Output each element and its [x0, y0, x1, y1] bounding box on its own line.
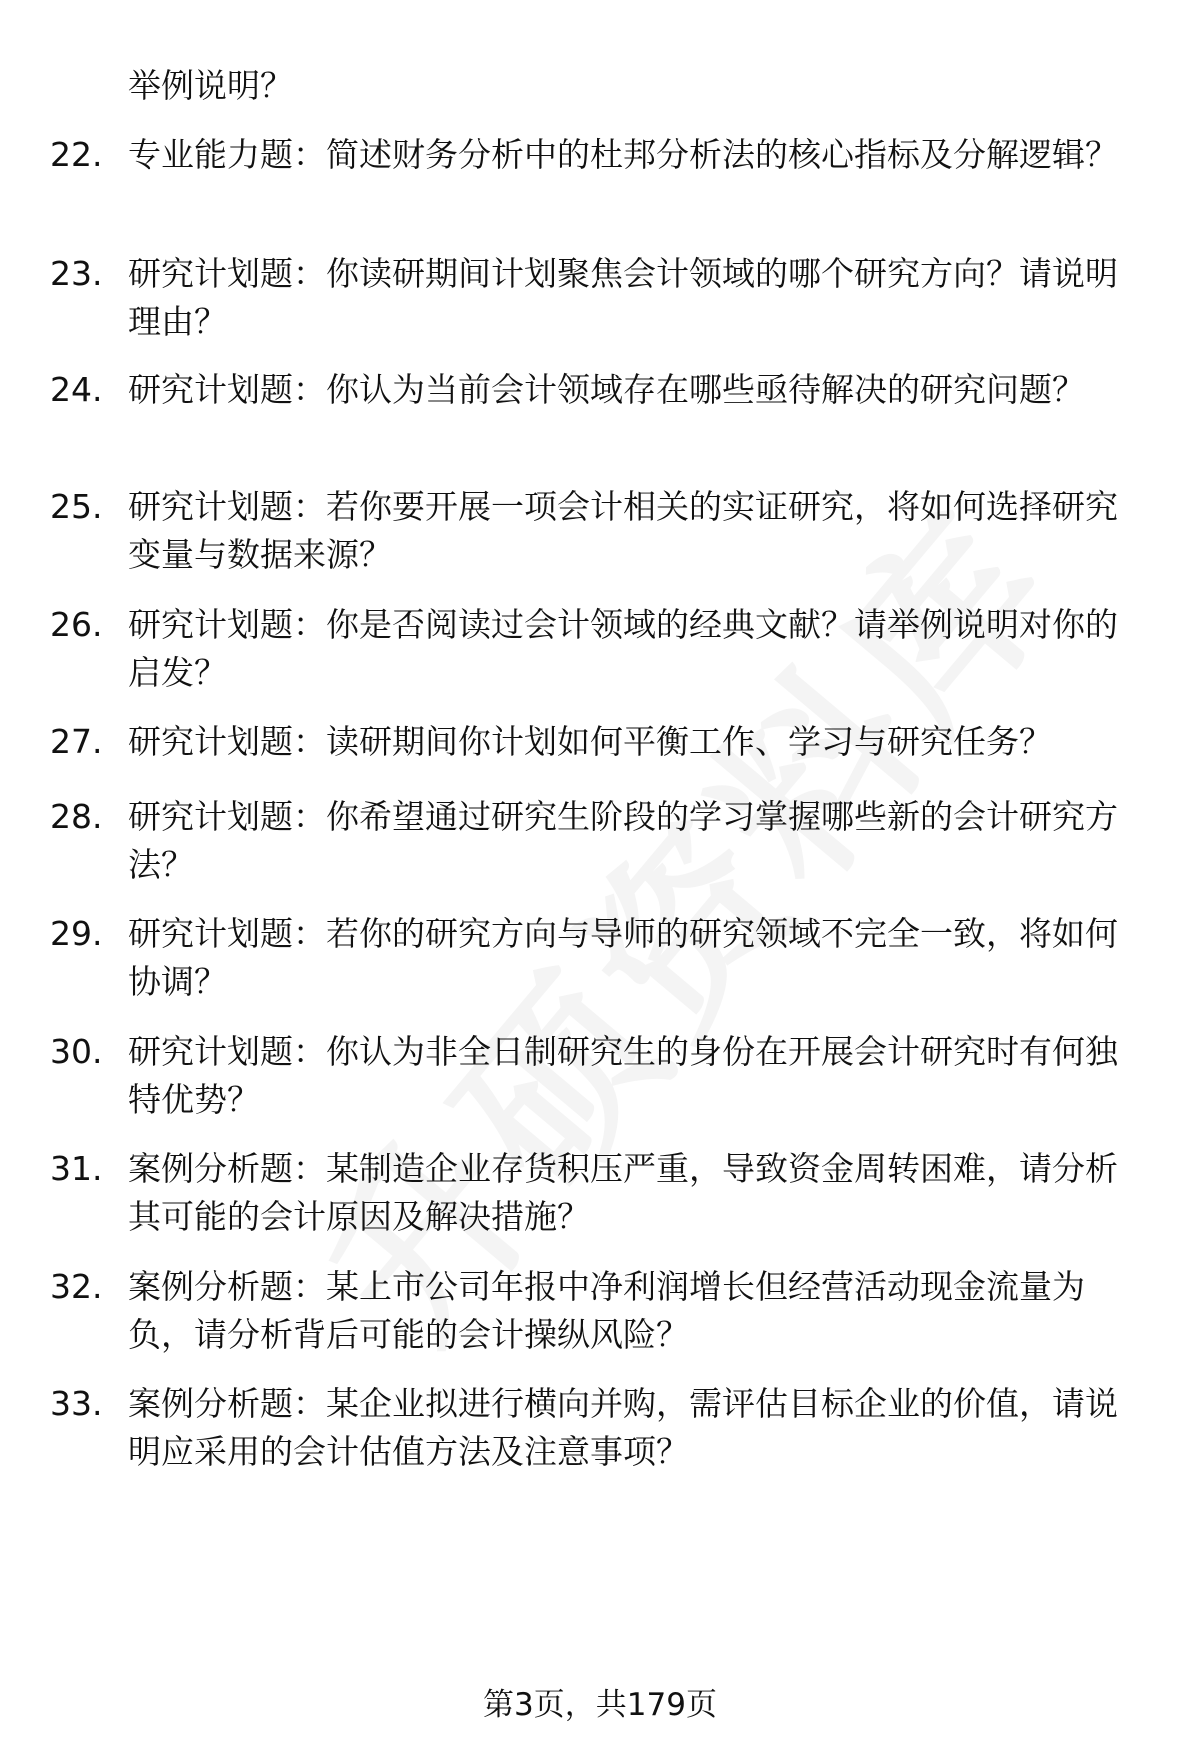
question-number: 22. [50, 135, 103, 174]
question-item [50, 1380, 1160, 1476]
question-text: 案例分析题：某上市公司年报中净利润增长但经营活动现金流量为负，请分析背后可能的会计操纵风险？ [128, 1267, 1085, 1354]
question-item [50, 718, 1160, 766]
question-number: 33. [50, 1384, 103, 1423]
question-text: 研究计划题：你认为非全日制研究生的身份在开展会计研究时有何独特优势？ [128, 1032, 1118, 1119]
question-text: 研究计划题：读研期间你计划如何平衡工作、学习与研究任务？ [128, 722, 1052, 761]
question-item [50, 1145, 1160, 1241]
page-footer: 第3页，共179页 [483, 1687, 717, 1723]
question-text: 研究计划题：若你要开展一项会计相关的实证研究，将如何选择研究变量与数据来源？ [128, 487, 1118, 574]
question-number: 23. [50, 254, 103, 293]
question-text: 研究计划题：你希望通过研究生阶段的学习掌握哪些新的会计研究方法？ [128, 797, 1118, 884]
question-number: 30. [50, 1032, 103, 1071]
question-text: 研究计划题：若你的研究方向与导师的研究领域不完全一致，将如何协调？ [128, 914, 1118, 1001]
question-item [50, 483, 1160, 579]
question-text: 案例分析题：某企业拟进行横向并购，需评估目标企业的价值，请说明应采用的会计估值方法及注意事项？ [128, 1384, 1118, 1471]
question-text: 案例分析题：某制造企业存货积压严重，导致资金周转困难，请分析其可能的会计原因及解决措施？ [128, 1149, 1118, 1236]
question-text: 专业能力题：简述财务分析中的杜邦分析法的核心指标及分解逻辑？ [128, 135, 1118, 174]
question-number: 31. [50, 1149, 103, 1188]
question-item [50, 601, 1160, 697]
question-number: 28. [50, 797, 103, 836]
continuation-text: 举例说明？ [128, 66, 293, 105]
question-number: 24. [50, 370, 103, 409]
question-item [50, 793, 1160, 889]
question-text: 研究计划题：你读研期间计划聚焦会计领域的哪个研究方向？请说明理由？ [128, 254, 1118, 341]
question-item [50, 131, 1160, 179]
question-number: 29. [50, 914, 103, 953]
question-number: 32. [50, 1267, 103, 1306]
question-number: 27. [50, 722, 103, 761]
question-number: 25. [50, 487, 103, 526]
question-item [50, 910, 1160, 1006]
question-text: 研究计划题：你认为当前会计领域存在哪些亟待解决的研究问题？ [128, 370, 1085, 409]
question-item [50, 1028, 1160, 1124]
question-item [50, 1263, 1160, 1359]
question-text: 研究计划题：你是否阅读过会计领域的经典文献？请举例说明对你的启发？ [128, 605, 1118, 692]
question-number: 26. [50, 605, 103, 644]
question-item [50, 250, 1160, 346]
question-item [50, 366, 1160, 414]
